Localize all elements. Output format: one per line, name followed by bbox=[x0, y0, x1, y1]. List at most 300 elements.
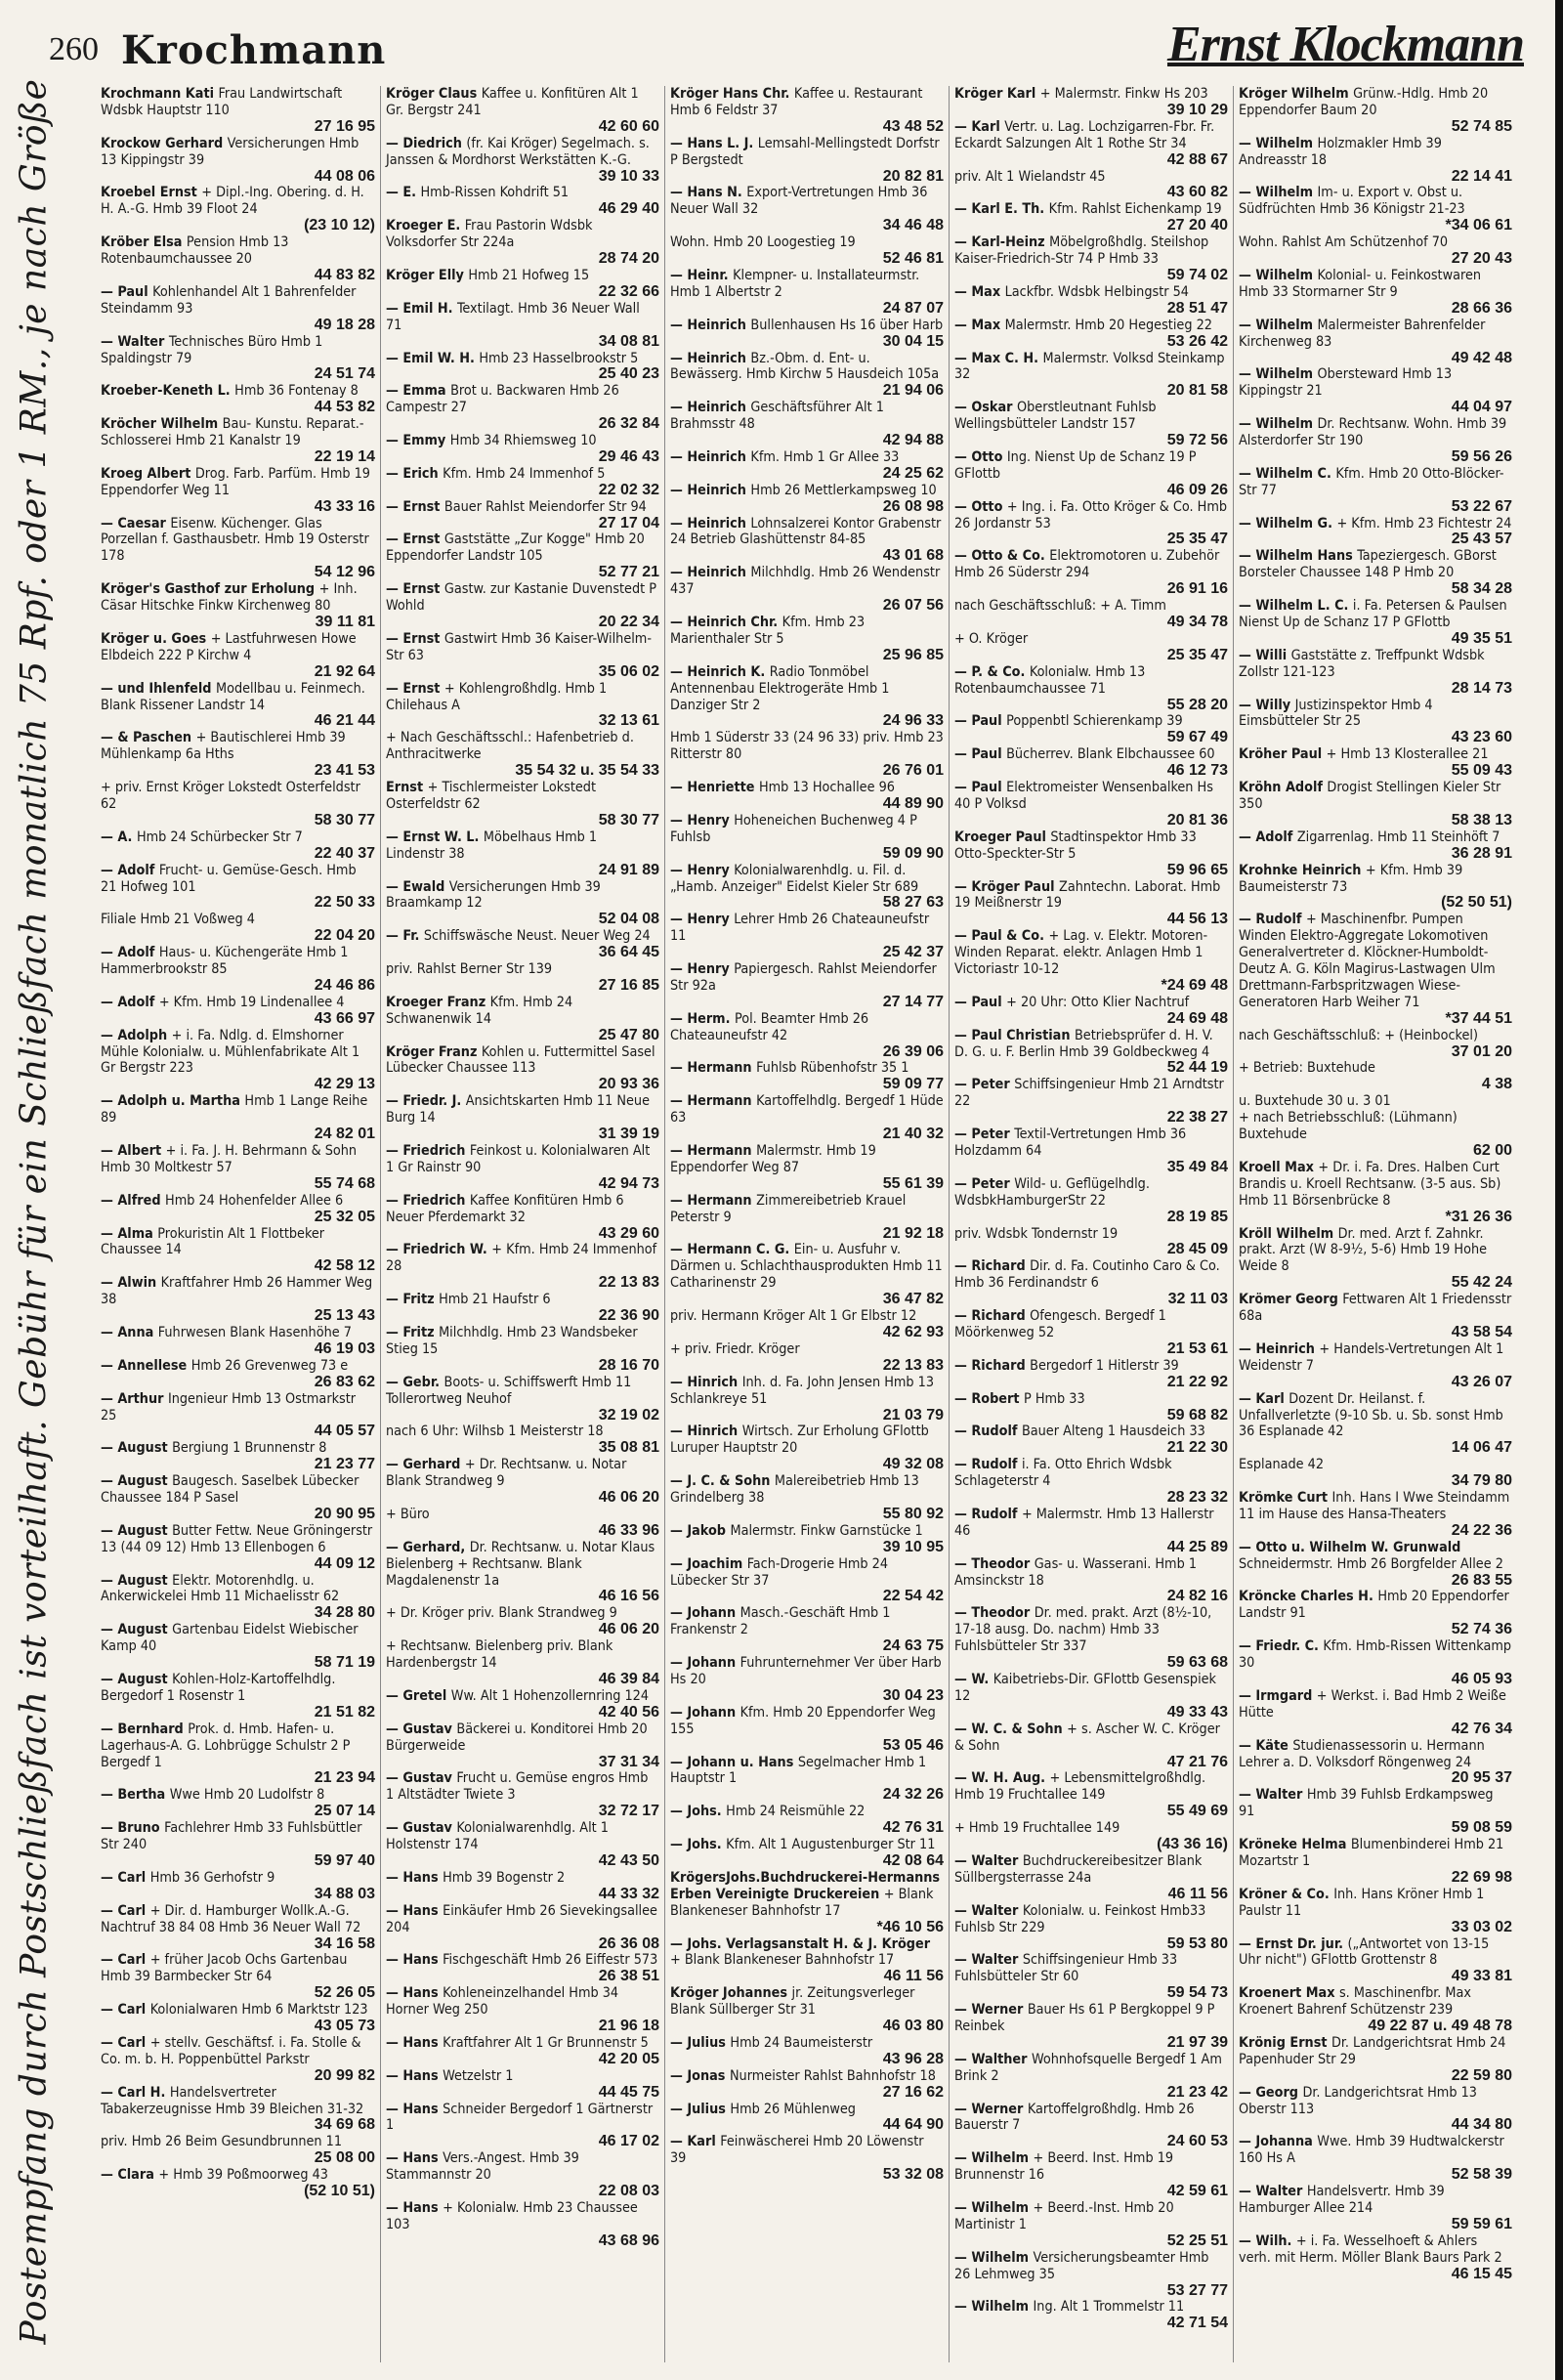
entry-phone: 21 92 18 bbox=[882, 1224, 944, 1242]
entry-phone: 55 80 92 bbox=[882, 1505, 944, 1522]
directory-entry bbox=[1239, 648, 1512, 698]
entry-name: — Richard bbox=[954, 1357, 1031, 1374]
entry-detail: + Dr. Kröger priv. Blank Strandweg 9 bbox=[386, 1605, 617, 1622]
entry-name: Kröger Hans Chr. bbox=[670, 86, 794, 102]
entry-name: — Jakob bbox=[670, 1522, 731, 1539]
directory-entry bbox=[101, 1193, 375, 1226]
entry-phone: 35 49 84 bbox=[1166, 1158, 1228, 1175]
entry-name: — August bbox=[101, 1473, 173, 1490]
directory-entry bbox=[101, 1721, 375, 1788]
entry-phone: 21 23 77 bbox=[314, 1456, 375, 1473]
entry-phone: 43 66 97 bbox=[314, 1009, 375, 1027]
entry-detail: Drog. Farb. Parfüm. Hmb 19 Eppendorfer Weg 11 bbox=[101, 465, 370, 498]
entry-name: — Carl bbox=[101, 1902, 150, 1919]
entry-name: — W. H. Aug. bbox=[954, 1770, 1050, 1787]
directory-entry bbox=[386, 185, 659, 218]
entry-name: — E. bbox=[386, 185, 421, 201]
entry-name: — Wilhelm bbox=[1239, 416, 1318, 433]
entry-name: Kröger Wilhelm bbox=[1239, 86, 1354, 102]
entry-phone: 34 08 81 bbox=[598, 332, 659, 350]
entry-name: — Heinrich bbox=[1239, 1340, 1320, 1357]
entry-detail: Fuhlsb Rübenhofstr 35 1 bbox=[756, 1060, 909, 1077]
entry-name: — Rudolf bbox=[954, 1506, 1022, 1522]
entry-detail: Hmb 39 Fuhlsb Erdkampsweg 91 bbox=[1239, 1787, 1494, 1820]
entry-phone: 46 06 20 bbox=[598, 1621, 659, 1638]
entry-phone: 34 46 48 bbox=[882, 217, 944, 234]
entry-detail: Frau Landwirtschaft Wdsbk Hauptstr 110 bbox=[101, 86, 343, 118]
directory-entry bbox=[670, 268, 944, 318]
entry-phone: 44 08 06 bbox=[314, 167, 375, 185]
entry-phone: 24 96 33 bbox=[882, 712, 944, 730]
directory-entry bbox=[670, 351, 944, 401]
entry-phone: 21 22 30 bbox=[1166, 1439, 1228, 1457]
entry-detail: Hmb 13 Hochallee 96 bbox=[758, 780, 895, 796]
entry-detail: Wwe. Hmb 39 Hudtwalckerstr 160 Hs A bbox=[1239, 2134, 1504, 2167]
entry-detail: Kolonialwarenhdlg. u. Fil. d. „Hamb. Anzeiger" Eidelst Kieler Str 689 bbox=[670, 862, 919, 895]
directory-entry bbox=[954, 119, 1228, 169]
entry-phone: 20 22 34 bbox=[598, 614, 659, 630]
entry-name: — Hans bbox=[386, 1985, 444, 2002]
entry-name: — J. C. & Sohn bbox=[670, 1473, 775, 1490]
entry-detail: + Kfm. Hmb 23 Fichtestr 24 bbox=[1336, 515, 1512, 531]
entry-phone: 32 72 17 bbox=[598, 1803, 659, 1820]
entry-detail: Kaffee u. Konfitüren Alt 1 Gr. Bergstr 241 bbox=[386, 86, 639, 118]
directory-entry bbox=[1239, 698, 1512, 747]
entry-name: — Walter bbox=[1239, 1787, 1307, 1804]
entry-name: — Gustav bbox=[386, 1820, 457, 1837]
directory-entry bbox=[386, 268, 659, 301]
entry-detail: Studienassessorin u. Hermann Lehrer a. D. Volksdorf Röngenweg 24 bbox=[1239, 1737, 1485, 1770]
entry-phone: 43 58 54 bbox=[1451, 1323, 1512, 1340]
entry-detail: Poppenbtl Schierenkamp 39 bbox=[1006, 713, 1183, 730]
entry-name: — Paul bbox=[101, 283, 153, 300]
entry-phone: 59 67 49 bbox=[1166, 729, 1228, 746]
entry-phone: 43 48 52 bbox=[882, 117, 944, 135]
entry-name: — Bruno bbox=[101, 1820, 165, 1837]
entry-name: — Carl bbox=[101, 2002, 150, 2019]
entry-name: — Otto bbox=[954, 498, 1007, 515]
directory-columns bbox=[96, 86, 1520, 2362]
entry-name: — Max bbox=[954, 283, 1005, 300]
directory-entry bbox=[386, 1638, 659, 1688]
entry-name: — Bernhard bbox=[101, 1721, 189, 1737]
entry-detail: Im- u. Export v. Obst u. Südfrüchten Hmb 36 Königstr 21-23 bbox=[1239, 185, 1465, 218]
entry-name: — Karl bbox=[1239, 1390, 1289, 1407]
entry-detail: Bauer Hs 61 P Bergkoppel 9 P Reinbek bbox=[954, 2002, 1215, 2035]
entry-phone: 22 14 41 bbox=[1451, 167, 1512, 185]
directory-entry bbox=[1239, 466, 1512, 516]
entry-name: — Wilhelm bbox=[1239, 185, 1318, 201]
entry-detail: + Dr. Rechtsanw. u. Notar Blank Strandweg 9 bbox=[386, 1457, 627, 1490]
entry-detail: Fuhrunternehmer Ver über Harb Hs 20 bbox=[670, 1655, 942, 1687]
entry-detail: Milchhdlg. Hmb 23 Wandsbeker Stieg 15 bbox=[386, 1324, 638, 1357]
entry-phone: 59 59 61 bbox=[1451, 2215, 1512, 2232]
entry-detail: Kohlen u. Futtermittel Sasel Lübecker Chaussee 113 bbox=[386, 1043, 655, 1077]
directory-entry bbox=[386, 499, 659, 532]
entry-name: — Karl bbox=[954, 118, 1005, 135]
directory-entry bbox=[386, 2068, 659, 2102]
entry-detail: Dir. d. Fa. Coutinho Caro & Co. Hmb 36 Ferdinandstr 6 bbox=[954, 1258, 1220, 1292]
entry-name: — Kröger Paul bbox=[954, 878, 1060, 895]
entry-phone: 53 32 08 bbox=[882, 2166, 944, 2184]
entry-phone: 42 71 54 bbox=[1166, 2315, 1228, 2332]
entry-phone: (43 36 16) bbox=[1157, 1836, 1228, 1853]
entry-phone: 27 14 77 bbox=[882, 993, 944, 1010]
entry-name: Kroell Max bbox=[1239, 1159, 1319, 1175]
entry-name: Kröneke Helma bbox=[1239, 1837, 1351, 1853]
entry-detail: Kfm. Hmb 1 Gr Allee 33 bbox=[750, 448, 900, 465]
entry-name: — Heinrich bbox=[670, 515, 751, 531]
directory-entry bbox=[386, 581, 659, 631]
entry-detail: Bergedorf 1 Hitlerstr 39 bbox=[1030, 1357, 1179, 1374]
entry-detail: + i. Fa. Ndlg. d. Elmshorner Mühle Kolonialw. u. Mühlenfabrikate Alt 1 Gr Bergstr 223 bbox=[101, 1027, 360, 1077]
entry-name: — Peter bbox=[954, 1126, 1015, 1143]
entry-phone: 34 79 80 bbox=[1451, 1472, 1512, 1490]
directory-entry bbox=[954, 713, 1228, 746]
entry-phone: 21 96 18 bbox=[598, 2018, 659, 2035]
directory-entry bbox=[670, 730, 944, 780]
entry-name: — Friedr. C. bbox=[1239, 1638, 1324, 1655]
directory-entry bbox=[101, 516, 375, 582]
entry-name: — Adolph bbox=[101, 1027, 172, 1043]
directory-entry bbox=[954, 928, 1228, 995]
entry-phone: 21 23 42 bbox=[1166, 2083, 1228, 2101]
directory-entry bbox=[1239, 1837, 1512, 1887]
directory-entry bbox=[386, 1093, 659, 1143]
entry-detail: + Malermstr. Hmb 13 Hallerstr 46 bbox=[954, 1506, 1214, 1539]
directory-entry bbox=[954, 1028, 1228, 1078]
entry-phone: 42 94 88 bbox=[882, 432, 944, 449]
entry-name: — Wilhelm bbox=[954, 2299, 1034, 2316]
entry-phone: 25 35 47 bbox=[1166, 646, 1228, 663]
directory-entry bbox=[954, 1721, 1228, 1771]
directory-entry bbox=[101, 863, 375, 913]
directory-entry bbox=[954, 400, 1228, 449]
entry-phone: 32 11 03 bbox=[1167, 1291, 1228, 1308]
entry-detail: Dr. med. prakt. Arzt (8½-10, 17-18 ausg. Do. nachm) Hmb 33 Fuhlsbütteler Str 337 bbox=[954, 1605, 1212, 1655]
entry-detail: Feinwäscherei Hmb 20 Löwenstr 39 bbox=[670, 2134, 924, 2167]
entry-detail: Gaststätte z. Treffpunkt Wdsbk Zollstr 121-123 bbox=[1239, 647, 1485, 680]
directory-entry bbox=[670, 1985, 944, 2035]
entry-name: — Wilhelm C. bbox=[1239, 465, 1336, 482]
entry-name: — Ewald bbox=[386, 878, 449, 895]
directory-entry bbox=[101, 1903, 375, 1953]
entry-phone: 55 49 69 bbox=[1166, 1803, 1228, 1820]
entry-detail: + Dr. i. Fa. Dres. Halben Curt Brandis u. Kroell Rechtsanw. (3-5 aus. Sb) Hmb 11 Börsenbrücke 8 bbox=[1239, 1159, 1501, 1209]
entry-detail: + Dir. d. Hamburger Wollk.A.-G. Nachtruf 38 84 08 Hmb 36 Neuer Wall 72 bbox=[101, 1902, 361, 1935]
entry-name: — August bbox=[101, 1672, 173, 1687]
entry-detail: Drogist Stellingen Kieler Str 350 bbox=[1239, 780, 1501, 812]
entry-detail: Kfm. Rahlst Eichenkamp 19 bbox=[1048, 201, 1222, 218]
entry-detail: + Ing. i. Fa. Otto Kröger & Co. Hmb 26 Jordanstr 53 bbox=[954, 498, 1228, 531]
entry-name: Kröger Karl bbox=[954, 86, 1040, 102]
entry-detail: Schneider Bergedorf 1 Gärtnerstr 1 bbox=[386, 2101, 654, 2134]
entry-name: — W. C. & Sohn bbox=[954, 1721, 1068, 1737]
entry-phone: 58 34 28 bbox=[1451, 580, 1512, 598]
entry-detail: Hmb 20 Eppendorfer Landstr 91 bbox=[1239, 1589, 1509, 1622]
entry-detail: Frucht- u. Gemüse-Gesch. Hmb 21 Hofweg 101 bbox=[101, 862, 357, 895]
entry-name: — Hans bbox=[386, 2150, 444, 2167]
entry-name: — Herm. bbox=[670, 1010, 735, 1027]
entry-detail: Bau- Kunstu. Reparat.-Schlosserei Hmb 21 Kanalstr 19 bbox=[101, 416, 364, 449]
entry-detail: Hmb 26 Grevenweg 73 e bbox=[190, 1357, 349, 1374]
entry-phone: 22 40 37 bbox=[314, 844, 375, 862]
entry-detail: Kraftfahrer Hmb 26 Hammer Weg 38 bbox=[101, 1275, 373, 1308]
entry-phone: 28 51 47 bbox=[1166, 299, 1228, 317]
entry-phone: 24 69 48 bbox=[1166, 1009, 1228, 1027]
entry-detail: Handelsvertr. Hmb 39 Hamburger Allee 214 bbox=[1239, 2184, 1445, 2216]
entry-name: — Emmy bbox=[386, 433, 450, 449]
entry-name: — Fritz bbox=[386, 1324, 440, 1340]
entry-phone: 21 51 82 bbox=[314, 1703, 375, 1721]
entry-name: — Gustav bbox=[386, 1770, 457, 1787]
entry-phone: 59 63 68 bbox=[1166, 1654, 1228, 1672]
entry-detail: Lemsahl-Mellingstedt Dorfstr P Bergstedt bbox=[670, 135, 940, 168]
directory-entry bbox=[386, 1424, 659, 1457]
directory-entry bbox=[670, 1308, 944, 1341]
entry-phone: 21 22 92 bbox=[1166, 1373, 1228, 1390]
directory-entry bbox=[1239, 746, 1512, 780]
entry-detail: Gartenbau Eidelst Wiebischer Kamp 40 bbox=[101, 1622, 359, 1655]
entry-phone: 26 07 56 bbox=[882, 597, 944, 615]
directory-entry bbox=[1239, 416, 1512, 466]
entry-phone: 20 81 36 bbox=[1166, 811, 1228, 829]
directory-entry bbox=[101, 2002, 375, 2035]
entry-phone: 33 03 02 bbox=[1451, 1918, 1512, 1935]
entry-detail: Kaffee Konfitüren Hmb 6 Neuer Pferdemarkt 32 bbox=[386, 1192, 624, 1225]
entry-detail: Elektromeister Wensenbalken Hs 40 P Volksd bbox=[954, 780, 1213, 812]
directory-entry bbox=[954, 1176, 1228, 1226]
entry-detail: Malermeister Bahrenfelder Kirchenweg 83 bbox=[1239, 317, 1486, 350]
directory-entry bbox=[386, 86, 659, 136]
entry-phone: 59 09 77 bbox=[882, 1076, 944, 1093]
entry-detail: Handelsvertreter Tabakerzeugnisse Hmb 39 Bleichen 31-32 bbox=[101, 2084, 364, 2117]
entry-phone: 25 07 14 bbox=[314, 1803, 375, 1820]
directory-entry bbox=[1239, 1060, 1512, 1093]
entry-name: — Paul bbox=[954, 746, 1007, 763]
entry-phone: 44 05 57 bbox=[314, 1423, 375, 1440]
entry-name: — Clara bbox=[101, 2167, 159, 2184]
entry-detail: Kolonialwaren Hmb 6 Marktstr 123 bbox=[149, 2002, 368, 2019]
directory-entry bbox=[954, 631, 1228, 664]
entry-name: — August bbox=[101, 1572, 173, 1589]
entry-phone: 24 46 86 bbox=[314, 976, 375, 994]
entry-detail: Esplanade 42 bbox=[1239, 1457, 1325, 1473]
entry-name: — Hermann bbox=[670, 1192, 757, 1209]
entry-phone: 55 42 24 bbox=[1451, 1274, 1512, 1292]
directory-entry bbox=[1239, 1226, 1512, 1293]
entry-detail: Hmb-Rissen Kohdrift 51 bbox=[420, 185, 570, 201]
directory-entry bbox=[954, 829, 1228, 879]
entry-detail: + Dipl.-Ing. Obering. d. H. H. A.-G. Hmb 39 Floot 24 bbox=[101, 185, 364, 218]
directory-entry bbox=[1239, 2233, 1512, 2283]
entry-detail: Kaibetriebs-Dir. GFlottb Gesenspiek 12 bbox=[954, 1672, 1217, 1704]
entry-detail: Klempner- u. Installateurmstr. Hmb 1 Albertstr 2 bbox=[670, 267, 920, 300]
entry-detail: Obersteward Hmb 13 Kippingstr 21 bbox=[1239, 366, 1453, 400]
entry-phone: 58 38 13 bbox=[1451, 811, 1512, 829]
entry-detail: Modellbau u. Feinmech. Blank Rissener Landstr 14 bbox=[101, 680, 365, 713]
entry-name: — Gebr. bbox=[386, 1374, 444, 1390]
entry-detail: Boots- u. Schiffswerft Hmb 11 Tollerortweg Neuhof bbox=[386, 1374, 632, 1407]
entry-detail: Versicherungsbeamter Hmb 26 Lehmweg 35 bbox=[954, 2249, 1209, 2282]
entry-phone: 22 54 42 bbox=[882, 1588, 944, 1605]
entry-detail: + früher Jacob Ochs Gartenbau Hmb 39 Barmbecker Str 64 bbox=[101, 1952, 348, 1985]
entry-detail: Zigarrenlag. Hmb 11 Steinhöft 7 bbox=[1296, 829, 1500, 845]
entry-name: Kröger u. Goes bbox=[101, 630, 211, 647]
directory-entry bbox=[1239, 366, 1512, 416]
entry-phone: 42 29 13 bbox=[314, 1076, 375, 1093]
directory-entry bbox=[101, 416, 375, 466]
entry-name: — Erich bbox=[386, 465, 444, 482]
entry-phone: 46 11 56 bbox=[1167, 1885, 1228, 1902]
directory-entry bbox=[386, 681, 659, 731]
directory-entry bbox=[386, 1143, 659, 1193]
entry-name: — Werner bbox=[954, 2101, 1028, 2117]
directory-entry bbox=[101, 1473, 375, 1523]
directory-entry bbox=[386, 466, 659, 499]
entry-detail: Brot u. Backwaren Hmb 26 Campestr 27 bbox=[386, 383, 619, 416]
entry-name: — Peter bbox=[954, 1077, 1015, 1093]
entry-detail: + Lastfuhrwesen Howe Elbdeich 222 P Kirchw 4 bbox=[101, 630, 357, 663]
entry-phone: 44 56 13 bbox=[1166, 911, 1228, 928]
entry-detail: Zahntechn. Laborat. Hmb 19 Meißnerstr 19 bbox=[954, 878, 1221, 912]
directory-entry bbox=[1239, 1985, 1512, 2035]
entry-name: — Friedrich bbox=[386, 1143, 470, 1159]
entry-detail: Vers.-Angest. Hmb 39 Stammannstr 20 bbox=[386, 2150, 579, 2184]
directory-entry bbox=[1239, 1688, 1512, 1738]
entry-detail: + Kfm. Hmb 39 Baumeisterstr 73 bbox=[1239, 862, 1463, 895]
entry-detail: + stellv. Geschäftsf. i. Fa. Stolle & Co. m. b. H. Poppenbüttel Parkstr bbox=[101, 2034, 361, 2067]
entry-phone: 46 11 56 bbox=[883, 1968, 944, 1985]
directory-entry bbox=[954, 2200, 1228, 2250]
entry-phone: 36 28 91 bbox=[1451, 844, 1512, 862]
entry-name: — Hans bbox=[386, 1902, 444, 1919]
entry-phone: 42 40 56 bbox=[598, 1703, 659, 1721]
entry-detail: + Malermstr. Finkw Hs 203 bbox=[1039, 86, 1208, 102]
directory-entry bbox=[954, 201, 1228, 234]
entry-phone: 42 60 60 bbox=[598, 117, 659, 135]
directory-entry bbox=[101, 185, 375, 234]
entry-detail: Justizinspektor Hmb 4 Eimsbütteler Str 25 bbox=[1239, 697, 1433, 730]
entry-phone: 27 16 95 bbox=[314, 117, 375, 135]
entry-name: Kröncke Charles H. bbox=[1239, 1589, 1378, 1605]
entry-detail: Ofengesch. Bergedf 1 Möörkenweg 52 bbox=[954, 1308, 1166, 1340]
entry-phone: 34 69 68 bbox=[314, 2116, 375, 2134]
directory-column-4 bbox=[949, 86, 1233, 2362]
entry-phone: 44 09 12 bbox=[314, 1554, 375, 1572]
directory-entry bbox=[1239, 234, 1512, 268]
entry-name: — Heinrich bbox=[670, 317, 751, 333]
entry-detail: Ww. Alt 1 Hohenzollernring 124 bbox=[450, 1687, 650, 1704]
entry-name: — Peter bbox=[954, 1175, 1015, 1192]
directory-entry bbox=[1239, 548, 1512, 598]
entry-phone: 43 60 82 bbox=[1166, 184, 1228, 201]
entry-name: — Caesar bbox=[101, 515, 171, 531]
entry-phone: 47 21 76 bbox=[1166, 1753, 1228, 1770]
directory-entry bbox=[386, 1375, 659, 1424]
directory-entry bbox=[954, 2052, 1228, 2102]
directory-entry bbox=[1239, 1160, 1512, 1226]
directory-entry bbox=[386, 1044, 659, 1094]
entry-phone: 42 20 05 bbox=[598, 2050, 659, 2067]
entry-phone: 22 04 20 bbox=[314, 927, 375, 945]
entry-name: — Emil H. bbox=[386, 300, 457, 317]
entry-detail: Hmb 21 Hofweg 15 bbox=[468, 267, 590, 283]
directory-entry bbox=[1239, 318, 1512, 367]
entry-detail: Möbelgroßhdlg. Steilshop Kaiser-Friedrich-Str 74 P Hmb 33 bbox=[954, 234, 1209, 268]
entry-name: — Wilhelm bbox=[1239, 267, 1318, 283]
entry-detail: Dr. Rechtsanw. Wohn. Hmb 39 Alsterdorfer Str 190 bbox=[1239, 416, 1507, 449]
entry-phone: 20 99 82 bbox=[314, 2066, 375, 2084]
entry-name: — Wilhelm bbox=[954, 2249, 1034, 2266]
entry-phone: 42 43 50 bbox=[598, 1851, 659, 1869]
entry-name: — Johann bbox=[670, 1655, 740, 1672]
entry-name: — Hermann bbox=[670, 1143, 757, 1159]
entry-phone: 34 88 03 bbox=[314, 1885, 375, 1902]
entry-phone: 59 72 56 bbox=[1166, 432, 1228, 449]
entry-phone: 22 19 14 bbox=[314, 447, 375, 465]
entry-phone: 21 92 64 bbox=[314, 662, 375, 680]
entry-phone: 36 47 82 bbox=[882, 1291, 944, 1308]
entry-detail: Blumenbinderei Hmb 21 Mozartstr 1 bbox=[1239, 1837, 1504, 1869]
entry-phone: 34 16 58 bbox=[314, 1934, 375, 1952]
entry-phone: 34 28 80 bbox=[314, 1604, 375, 1622]
entry-phone: (23 10 12) bbox=[304, 217, 375, 234]
entry-name: — Rudolf bbox=[1239, 912, 1306, 928]
entry-name: Kroenert Max bbox=[1239, 1985, 1339, 2002]
entry-detail: priv. Hmb 26 Beim Gesundbrunnen 11 bbox=[101, 2134, 343, 2150]
directory-entry bbox=[670, 2102, 944, 2135]
entry-phone: 26 39 06 bbox=[882, 1042, 944, 1060]
directory-entry bbox=[1239, 1292, 1512, 1341]
directory-entry bbox=[101, 284, 375, 334]
entry-detail: Textilagt. Hmb 36 Neuer Wall 71 bbox=[386, 300, 640, 333]
entry-detail: Betriebsprüfer d. H. V. D. G. u. F. Berlin Hmb 39 Goldbeckweg 4 bbox=[954, 1027, 1213, 1060]
entry-detail: + Betrieb: Buxtehude bbox=[1239, 1060, 1375, 1077]
entry-name: — Friedr. J. bbox=[386, 1093, 466, 1110]
entry-detail: Frau Pastorin Wdsbk Volksdorfer Str 224a bbox=[386, 218, 593, 251]
directory-entry bbox=[386, 301, 659, 351]
entry-detail: + Hmb 13 Klosterallee 21 bbox=[1326, 746, 1489, 763]
entry-detail: Elektr. Motorenhdlg. u. Ankerwickelei Hmb 11 Michaelisstr 62 bbox=[101, 1572, 340, 1605]
directory-entry bbox=[386, 1870, 659, 1903]
entry-detail: Segelmacher Hmb 1 Hauptstr 1 bbox=[670, 1754, 927, 1787]
entry-name: Kröner & Co. bbox=[1239, 1886, 1334, 1902]
entry-detail: Elektromotoren u. Zubehör Hmb 26 Süderstr 294 bbox=[954, 548, 1220, 581]
directory-entry bbox=[954, 780, 1228, 829]
entry-phone: 25 13 43 bbox=[314, 1307, 375, 1325]
directory-entry bbox=[954, 1258, 1228, 1308]
entry-name: — Walter bbox=[954, 1902, 1023, 1919]
entry-detail: + priv. Friedr. Kröger bbox=[670, 1340, 800, 1357]
entry-name: — Käte bbox=[1239, 1737, 1293, 1754]
directory-entry bbox=[954, 548, 1228, 598]
directory-entry bbox=[386, 1457, 659, 1507]
entry-phone: 53 05 46 bbox=[882, 1736, 944, 1754]
directory-entry bbox=[670, 1375, 944, 1424]
entry-phone: *24 69 48 bbox=[1161, 976, 1228, 994]
directory-entry bbox=[954, 1770, 1228, 1820]
directory-entry bbox=[1239, 863, 1512, 913]
entry-detail: i. Fa. Petersen & Paulsen Nienst Up de Schanz 17 P GFlottb bbox=[1239, 598, 1507, 630]
entry-name: Kröber Elsa bbox=[101, 234, 187, 251]
directory-entry bbox=[101, 730, 375, 780]
directory-entry bbox=[101, 2035, 375, 2085]
entry-phone: 49 18 28 bbox=[314, 316, 375, 333]
directory-entry bbox=[670, 86, 944, 136]
entry-name: Kröger Claus bbox=[386, 86, 482, 102]
directory-entry bbox=[386, 1721, 659, 1771]
